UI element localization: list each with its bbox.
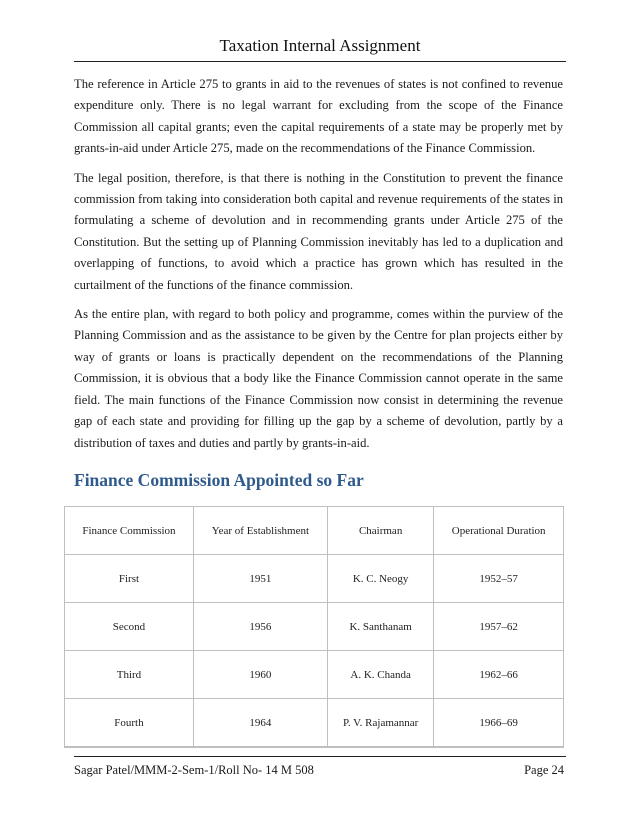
- table-cell: 1964: [193, 699, 327, 747]
- finance-commission-table: [64, 506, 564, 747]
- page-header-title: Taxation Internal Assignment: [219, 36, 421, 55]
- table-bottom-rule: [64, 746, 564, 748]
- table-cell: 1956: [193, 603, 327, 651]
- table-header-cell: Finance Commission: [65, 507, 194, 555]
- table-header-cell: Operational Duration: [434, 507, 564, 555]
- paragraph-1: The reference in Article 275 to grants in aid to the revenues of states is not confined to revenue expenditure only. There is no legal warrant for excluding from the scope of the Finance Commission all capital grants; even the capital requirements of a state may be properly met by grants-in-aid under Article 275, made on the recommendations of the Finance Commission.: [74, 77, 563, 156]
- table-cell: 1960: [193, 651, 327, 699]
- table-row: [65, 603, 564, 651]
- section-heading: Finance Commission Appointed so Far: [74, 470, 364, 490]
- table-cell: 1952–57: [434, 555, 564, 603]
- table-cell: K. Santhanam: [327, 603, 433, 651]
- table-cell: A. K. Chanda: [327, 651, 433, 699]
- table-cell: Fourth: [65, 699, 194, 747]
- footer-page-number: Page 24: [524, 763, 564, 777]
- table-cell: 1966–69: [434, 699, 564, 747]
- table-cell: First: [65, 555, 194, 603]
- table-cell: 1951: [193, 555, 327, 603]
- table-cell: Third: [65, 651, 194, 699]
- paragraph-3: As the entire plan, with regard to both policy and programme, comes within the purview of the Planning Commission and as the assistance to be given by the Centre for plan projects either by way of grants or loans is practically dependent on the recommendations of the Planning Commission, it is obvious that a body like the Finance Commission cannot operate in the same field. The main functions of the Finance Commission now consist in determining the revenue gap of each state and providing for filling up the gap by a scheme of devolution, partly by a distribution of taxes and duties and partly by grants-in-aid.: [74, 307, 563, 450]
- footer-rule: [74, 756, 566, 757]
- body-text: [74, 74, 563, 462]
- table-cell: 1957–62: [434, 603, 564, 651]
- table-cell: P. V. Rajamannar: [327, 699, 433, 747]
- table-cell: 1962–66: [434, 651, 564, 699]
- table-header-row: [65, 507, 564, 555]
- paragraph-2: The legal position, therefore, is that there is nothing in the Constitution to prevent the finance commission from taking into consideration both capital and revenue requirements of the states in formulating a scheme of devolution and in recommending grants under Article 275 of the Constitution. But the setting up of Planning Commission inevitably has led to a duplication and overlapping of functions, to avoid which a practice has grown which has resulted in the curtailment of the functions of the finance commission.: [74, 170, 563, 292]
- footer-author: Sagar Patel/MMM-2-Sem-1/Roll No- 14 M 508: [74, 763, 314, 777]
- table-cell: K. C. Neogy: [327, 555, 433, 603]
- table-header-cell: Chairman: [327, 507, 433, 555]
- table-row: [65, 699, 564, 747]
- table-header-cell: Year of Establishment: [193, 507, 327, 555]
- table-row: [65, 555, 564, 603]
- table-cell: Second: [65, 603, 194, 651]
- header-rule: [74, 61, 566, 62]
- table-row: [65, 651, 564, 699]
